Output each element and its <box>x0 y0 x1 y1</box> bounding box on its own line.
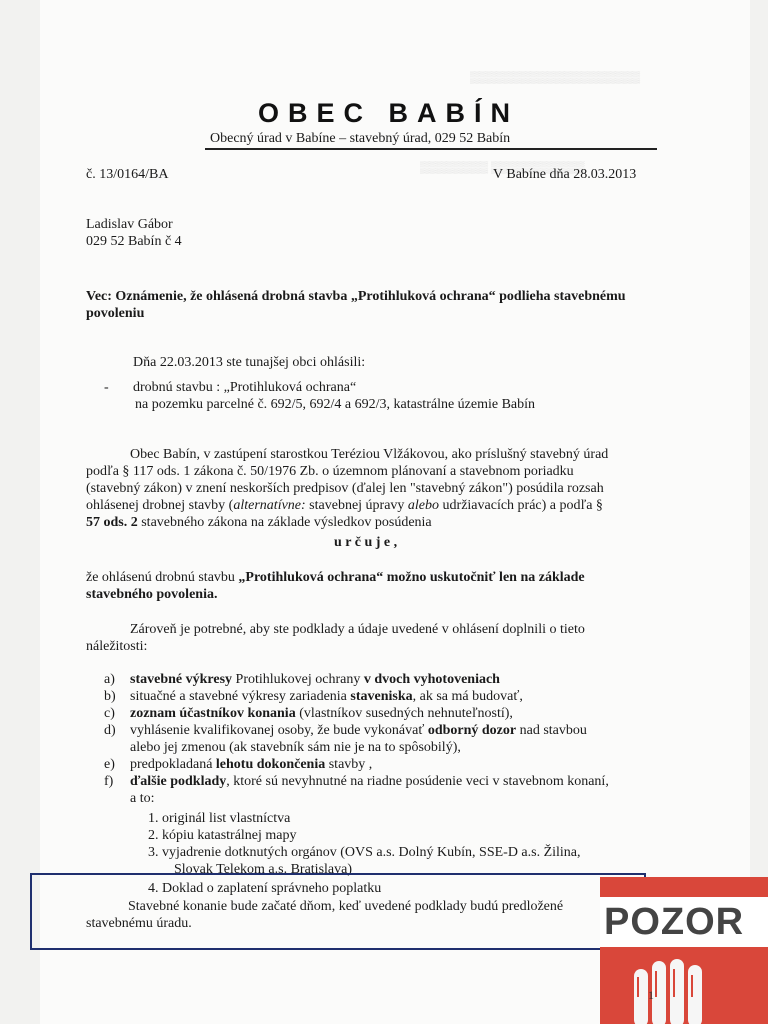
decision-line-1: že ohlásenú drobnú stavbu „Protihluková ochrana“ možno uskutočniť len na základe <box>86 570 585 585</box>
intro-line: Dňa 22.03.2013 ste tunajšej obci ohlásili: <box>133 355 366 370</box>
list-item-d: d) vyhlásenie kvalifikovanej osoby, že bude vykonávať odborný dozor nad stavbou <box>104 723 587 738</box>
bleed-through-stamp: ▒▒▒▒▒▒▒▒ ▒▒▒▒▒▒▒▒▒▒▒ <box>420 160 585 174</box>
place-date: V Babíne dňa 28.03.2013 <box>493 167 637 182</box>
header-divider <box>205 148 657 150</box>
closing-line-1: Stavebné konanie bude začaté dňom, keď uvedené podklady budú predložené <box>128 899 564 914</box>
intro-item-line-1: drobnú stavbu : „Protihluková ochrana“ <box>133 380 357 395</box>
sublist-item-4: 4. Doklad o zaplatení správneho poplatku <box>148 881 382 896</box>
requirements-line-1: Zároveň je potrebné, aby ste podklady a údaje uvedené v ohlásení doplnili o tieto <box>130 622 585 637</box>
body-line-2: podľa § 117 ods. 1 zákona č. 50/1976 Zb. o územnom plánovaní a stavebnom poriadku <box>86 464 574 479</box>
municipality-title: OBEC BABÍN <box>258 98 520 128</box>
list-item-a: a) stavebné výkresy Protihlukovej ochrany v dvoch vyhotoveniach <box>104 672 500 687</box>
closing-line-2: stavebnému úradu. <box>86 916 192 931</box>
sublist-item-3: 3. vyjadrenie dotknutých orgánov (OVS a.s. Dolný Kubín, SSE-D a.s. Žilina, <box>148 845 581 860</box>
list-item-d-cont: alebo jej zmenou (ak stavebník sám nie je na to spôsobilý), <box>130 740 461 755</box>
addressee-name: Ladislav Gábor <box>86 217 173 232</box>
highlight-box <box>30 873 646 950</box>
decision-word: u r č u j e , <box>334 535 398 550</box>
body-line-1: Obec Babín, v zastúpení starostkou Teréziou Vlžákovou, ako príslušný stavebný úrad <box>130 447 609 462</box>
intro-dash: - <box>104 380 109 395</box>
intro-item-line-2: na pozemku parcelné č. 692/5, 692/4 a 692/3, katastrálne územie Babín <box>135 397 536 412</box>
hand-stop-icon <box>624 957 724 1024</box>
body-line-5: 57 ods. 2 stavebného zákona na základe výsledkov posúdenia <box>86 515 432 530</box>
list-item-f: f) ďalšie podklady, ktoré sú nevyhnutné na riadne posúdenie veci v stavebnom konaní, <box>104 774 609 789</box>
list-item-e: e) predpokladaná lehotu dokončenia stavby , <box>104 757 373 772</box>
pozor-label: POZOR <box>604 901 745 943</box>
body-line-4: ohlásenej drobnej stavby (alternatívne: stavebnej úpravy alebo udržiavacích prác) a podľa § <box>86 498 603 513</box>
bleed-through-text: ▒▒▒▒▒▒▒▒▒▒▒▒▒▒▒▒▒▒▒▒ <box>470 70 641 84</box>
sublist-item-2: 2. kópiu katastrálnej mapy <box>148 828 297 843</box>
body-line-3: (stavebný zákon) v znení neskorších predpisov (ďalej len "stavebný zákon") posúdila rozsah <box>86 481 604 496</box>
reference-number: č. 13/0164/BA <box>86 167 169 182</box>
office-subtitle: Obecný úrad v Babíne – stavebný úrad, 029 52 Babín <box>210 131 511 146</box>
sublist-item-1: 1. originál list vlastníctva <box>148 811 291 826</box>
list-item-f-cont: a to: <box>130 791 155 806</box>
decision-line-2: stavebného povolenia. <box>86 587 218 602</box>
pozor-warning-badge <box>600 877 768 1024</box>
requirements-line-2: náležitosti: <box>86 639 148 654</box>
addressee-address: 029 52 Babín č 4 <box>86 234 182 249</box>
subject-line-1: Vec: Oznámenie, že ohlásená drobná stavba „Protihluková ochrana“ podlieha stavebnému <box>86 289 626 304</box>
list-item-b: b) situačné a stavebné výkresy zariadenia staveniska, ak sa má budovať, <box>104 689 523 704</box>
page-number: 1 <box>648 988 654 1002</box>
sublist-item-3-cont: Slovak Telekom a.s. Bratislava) <box>174 862 353 877</box>
subject-line-2: povoleniu <box>86 306 145 321</box>
list-item-c: c) zoznam účastníkov konania (vlastníkov susedných nehnuteľností), <box>104 706 513 721</box>
